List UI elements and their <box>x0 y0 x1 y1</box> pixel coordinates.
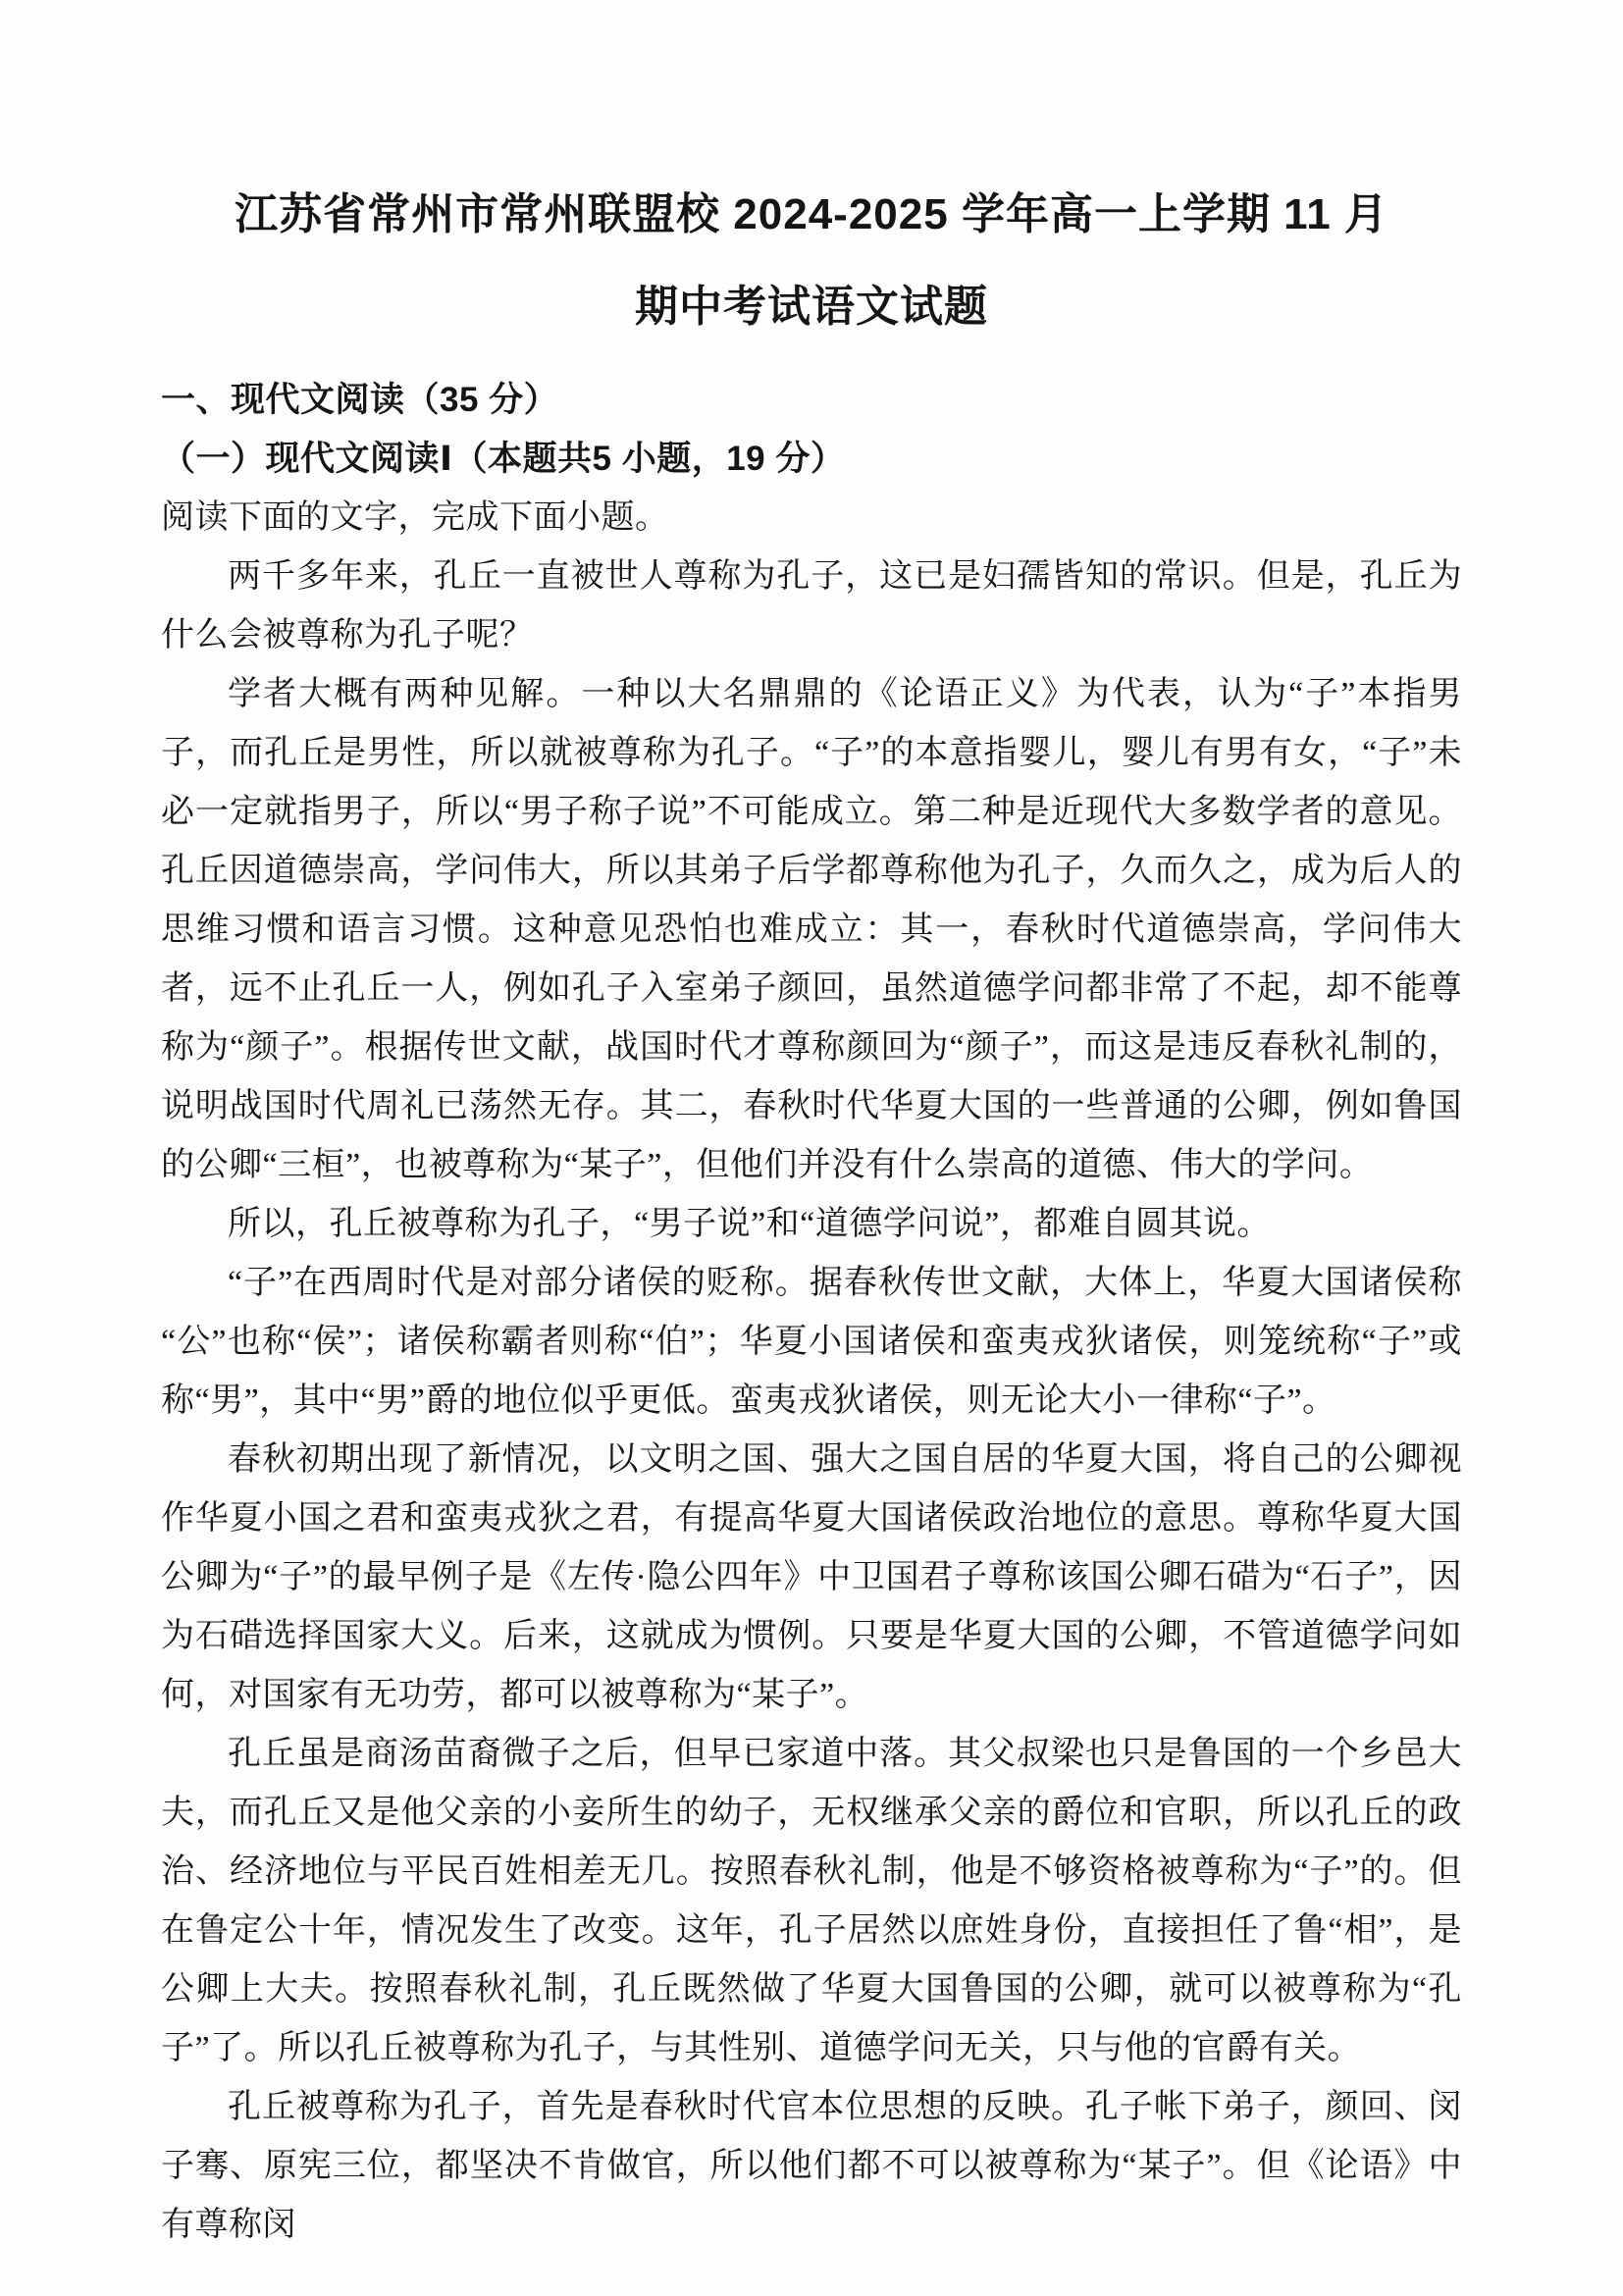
passage-paragraph-2: 学者大概有两种见解。一种以大名鼎鼎的《论语正义》为代表，认为“子”本指男子，而孔丘是男性，所以就被尊称为孔子。“子”的本意指婴儿，婴儿有男有女，“子”未必一定就指男子，所以“男子称子说”不可能成立。第二种是近现代大多数学者的意见。孔丘因道德崇高，学问伟大，所以其弟子后学都尊称他为孔子，久而久之，成为后人的思维习惯和语言习惯。这种意见恐怕也难成立：其一，春秋时代道德崇高，学问伟大者，远不止孔丘一人，例如孔子入室弟子颜回，虽然道德学问都非常了不起，却不能尊称为“颜子”。根据传世文献，战国时代才尊称颜回为“颜子”，而这是违反春秋礼制的，说明战国时代周礼已荡然无存。其二，春秋时代华夏大国的一些普通的公卿，例如鲁国的公卿“三桓”，也被尊称为“某子”，但他们并没有什么崇高的道德、伟大的学问。 <box>161 676 1462 1183</box>
exam-title-line2: 期中考试语文试题 <box>635 283 988 331</box>
passage-paragraph-4: “子”在西周时代是对部分诸侯的贬称。据春秋传世文献，大体上，华夏大国诸侯称“公”也称“侯”；诸侯称霸者则称“伯”；华夏小国诸侯和蛮夷戎狄诸侯，则笼统称“子”或称“男”，其中“男”爵的地位似乎更低。蛮夷戎狄诸侯，则无论大小一律称“子”。 <box>161 1265 1462 1419</box>
section-heading-modern-reading: 一、现代文阅读（35 分） <box>161 381 559 419</box>
exam-title-line1: 江苏省常州市常州联盟校 2024-2025 学年高一上学期 11 月 <box>235 190 1388 238</box>
passage-paragraph-5: 春秋初期出现了新情况，以文明之国、强大之国自居的华夏大国，将自己的公卿视作华夏小国之君和蛮夷戎狄之君，有提高华夏大国诸侯政治地位的意思。尊称华夏大国公卿为“子”的最早例子是《左传·隐公四年》中卫国君子尊称该国公卿石碏为“石子”，因为石碏选择国家大义。后来，这就成为惯例。只要是华夏大国的公卿，不管道德学问如何，对国家有无功劳，都可以被尊称为“某子”。 <box>161 1441 1462 1713</box>
passage-paragraph-3: 所以，孔丘被尊称为孔子，“男子说”和“道德学问说”，都难自圆其说。 <box>228 1206 1271 1242</box>
subsection-heading-reading-one: （一）现代文阅读Ⅰ（本题共5 小题，19 分） <box>161 440 846 478</box>
passage-paragraph-7: 孔丘被尊称为孔子，首先是春秋时代官本位思想的反映。孔子帐下弟子，颜回、闵子骞、原宪三位，都坚决不肯做官，所以他们都不可以被尊称为“某子”。但《论语》中有尊称闵 <box>161 2089 1462 2243</box>
reading-instruction: 阅读下面的文字，完成下面小题。 <box>161 499 669 536</box>
passage-paragraph-6: 孔丘虽是商汤苗裔微子之后，但早已家道中落。其父叔梁也只是鲁国的一个乡邑大夫，而孔丘又是他父亲的小妾所生的幼子，无权继承父亲的爵位和官职，所以孔丘的政治、经济地位与平民百姓相差无几。按照春秋礼制，他是不够资格被尊称为“子”的。但在鲁定公十年，情况发生了改变。这年，孔子居然以庶姓身份，直接担任了鲁“相”，是公卿上大夫。按照春秋礼制，孔丘既然做了华夏大国鲁国的公卿，就可以被尊称为“孔子”了。所以孔丘被尊称为孔子，与其性别、道德学问无关，只与他的官爵有关。 <box>161 1736 1462 2066</box>
headings-block <box>161 371 1462 489</box>
passage-paragraph-1: 两千多年来，孔丘一直被世人尊称为孔子，这已是妇孺皆知的常识。但是，孔丘为什么会被尊称为孔子呢？ <box>161 558 1462 653</box>
passage-body <box>161 489 1462 2255</box>
